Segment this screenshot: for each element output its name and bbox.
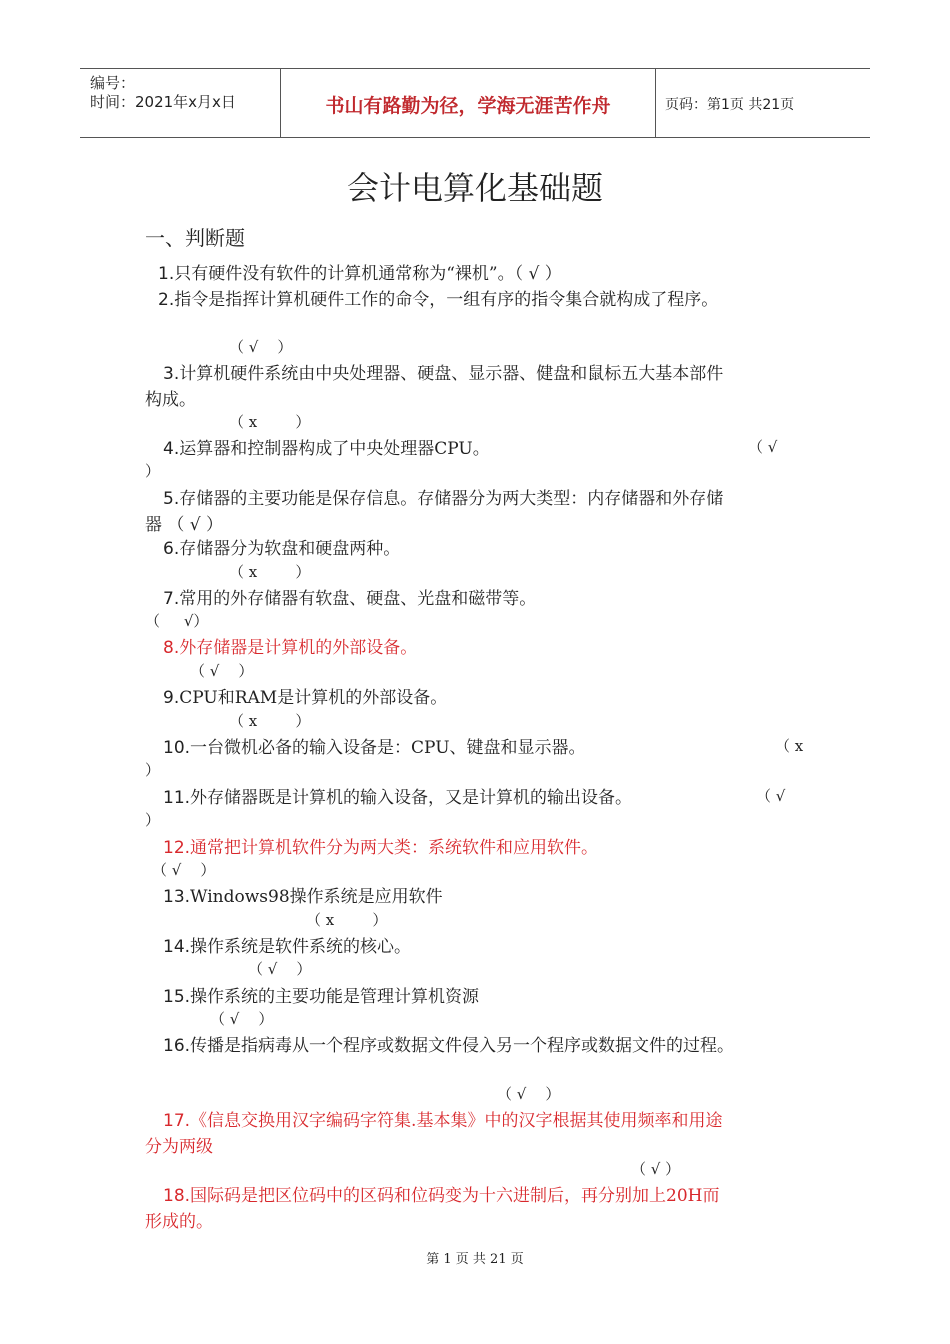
date-label: 时间：2021年x月x日 xyxy=(90,93,236,111)
section-heading: 一、判断题 xyxy=(145,226,245,250)
page-footer: 第 1 页 共 21 页 xyxy=(426,1252,524,1267)
question-10: 10.一台微机必备的输入设备是：CPU、键盘和显示器。 xyxy=(163,738,586,758)
question-9: 9.CPU和RAM是计算机的外部设备。 xyxy=(163,688,448,708)
question-16: 16.传播是指病毒从一个程序或数据文件侵入另一个程序或数据文件的过程。 xyxy=(163,1036,735,1056)
number-label: 编号： xyxy=(90,74,136,92)
answer-11-close: ） xyxy=(145,811,161,829)
page-info: 页码：第1页 共21页 xyxy=(665,97,795,113)
document-title: 会计电算化基础题 xyxy=(346,169,603,207)
question-12: 12.通常把计算机软件分为两大类：系统软件和应用软件。 xyxy=(163,838,599,858)
header-table xyxy=(80,68,870,138)
question-11: 11.外存储器既是计算机的输入设备，又是计算机的输出设备。 xyxy=(163,788,633,808)
question-17-cont: 分为两级 xyxy=(145,1137,213,1157)
answer-7: （ √） xyxy=(145,612,209,630)
answer-13: （ x ） xyxy=(306,911,388,929)
answer-12: （ √ ） xyxy=(152,861,216,879)
answer-8: （ √ ） xyxy=(190,662,254,680)
question-6: 6.存储器分为软盘和硬盘两种。 xyxy=(163,539,401,559)
answer-16: （ √ ） xyxy=(497,1085,561,1103)
answer-4-open: （ √ xyxy=(748,438,778,456)
answer-10-open: （ x xyxy=(775,737,804,755)
question-18: 18.国际码是把区位码中的区码和位码变为十六进制后，再分别加上20H而 xyxy=(163,1186,720,1206)
answer-2: （ √ ） xyxy=(229,338,293,356)
question-17: 17.《信息交换用汉字编码字符集.基本集》中的汉字根据其使用频率和用途 xyxy=(163,1111,723,1131)
question-3-cont: 构成。 xyxy=(145,390,196,410)
header-info-cell xyxy=(80,69,280,137)
question-4: 4.运算器和控制器构成了中央处理器CPU。 xyxy=(163,439,490,459)
question-15: 15.操作系统的主要功能是管理计算机资源 xyxy=(163,987,480,1007)
question-7: 7.常用的外存储器有软盘、硬盘、光盘和磁带等。 xyxy=(163,589,537,609)
answer-14: （ √ ） xyxy=(248,960,312,978)
question-3: 3.计算机硬件系统由中央处理器、硬盘、显示器、健盘和鼠标五大基本部件 xyxy=(163,364,724,384)
question-5-cont: 器 （ √ ） xyxy=(145,515,224,535)
header-motto-cell xyxy=(280,69,656,137)
answer-17: （ √ ） xyxy=(631,1160,681,1178)
header-page-cell xyxy=(655,69,870,137)
question-8: 8.外存储器是计算机的外部设备。 xyxy=(163,638,418,658)
question-18-cont: 形成的。 xyxy=(145,1212,213,1232)
question-2: 2.指令是指挥计算机硬件工作的命令，一组有序的指令集合就构成了程序。 xyxy=(158,290,719,310)
question-14: 14.操作系统是软件系统的核心。 xyxy=(163,937,412,957)
question-5: 5.存储器的主要功能是保存信息。存储器分为两大类型：内存储器和外存储 xyxy=(163,489,724,509)
answer-4-close: ） xyxy=(145,462,161,480)
question-13: 13.Windows98操作系统是应用软件 xyxy=(163,887,443,907)
motto: 书山有路勤为径，学海无涯苦作舟 xyxy=(325,95,611,117)
answer-11-open: （ √ xyxy=(756,787,786,805)
answer-9: （ x ） xyxy=(229,712,311,730)
answer-10-close: ） xyxy=(145,761,161,779)
question-1: 1.只有硬件没有软件的计算机通常称为“裸机”。（ √ ） xyxy=(158,264,562,284)
answer-15: （ √ ） xyxy=(210,1010,274,1028)
answer-3: （ x ） xyxy=(229,413,311,431)
answer-6: （ x ） xyxy=(229,563,311,581)
